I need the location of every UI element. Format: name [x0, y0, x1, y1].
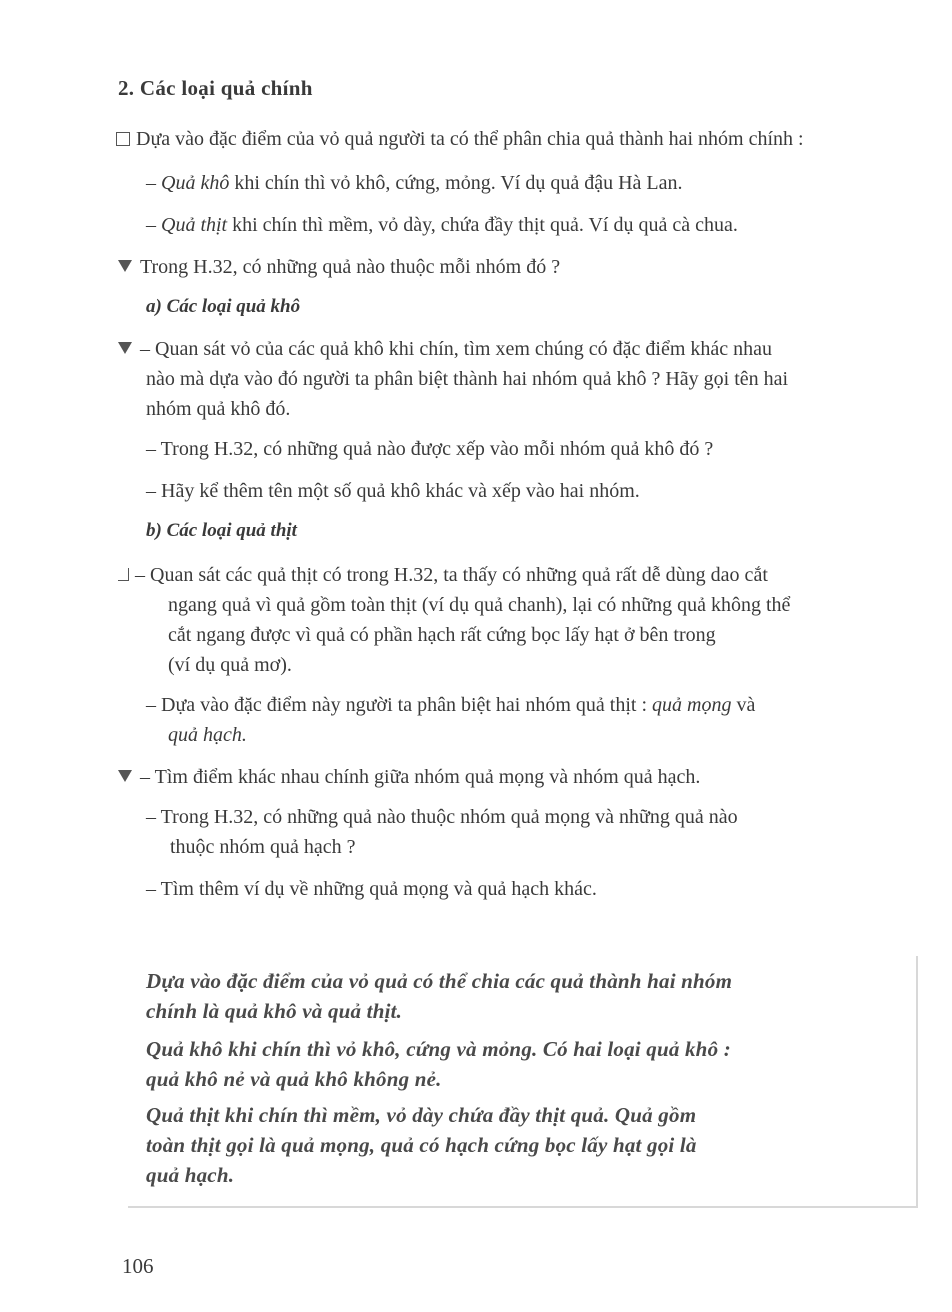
dry-fruit-task-line-2: nào mà dựa vào đó người ta phân biệt thành hai nhóm quả khô ? Hãy gọi tên hai: [146, 368, 789, 390]
summary-line-1: Dựa vào đặc điểm của vỏ quả có thể chia các quả thành hai nhóm: [146, 969, 733, 993]
summary-line-2: chính là quả khô và quả thịt.: [146, 999, 403, 1023]
triangle-bullet-icon: [118, 260, 132, 272]
dry-fruit-definition: – Quả khô khi chín thì vỏ khô, cứng, mỏng. Ví dụ quả đậu Hà Lan.: [146, 172, 683, 194]
triangle-bullet-icon: [118, 770, 132, 782]
section-title: 2. Các loại quả chính: [118, 76, 313, 100]
fleshy-fruit-text: khi chín thì mềm, vỏ dày, chứa đầy thịt quả. Ví dụ quả cà chua.: [227, 214, 738, 236]
fleshy-fruit-term: Quả thịt: [161, 214, 228, 236]
dry-fruit-task-line-1: – Quan sát vỏ của các quả khô khi chín, tìm xem chúng có đặc điểm khác nhau: [118, 334, 772, 364]
fleshy-fruit-task-line-2: ngang quả vì quả gồm toàn thịt (ví dụ quả chanh), lại có những quả không thể: [168, 594, 791, 616]
compare-question-2-line-1: – Trong H.32, có những quả nào thuộc nhóm quả mọng và những quả nào: [146, 806, 738, 828]
intro-text: Dựa vào đặc điểm của vỏ quả người ta có thể phân chia quả thành hai nhóm chính :: [136, 128, 804, 150]
corner-bullet-icon: [118, 568, 129, 581]
compare-question-2-line-2: thuộc nhóm quả hạch ?: [170, 836, 356, 858]
compare-question-1: – Tìm điểm khác nhau chính giữa nhóm quả mọng và nhóm quả hạch.: [118, 762, 700, 792]
fleshy-fruit-task-line-4: (ví dụ quả mơ).: [168, 654, 292, 676]
summary-line-6: toàn thịt gọi là quả mọng, quả có hạch cứng bọc lấy hạt gọi là: [146, 1133, 697, 1157]
question-1: [118, 252, 560, 282]
dry-fruit-term: Quả khô: [161, 172, 230, 194]
fleshy-fruit-task-line-3: cắt ngang được vì quả có phần hạch rất cứng bọc lấy hạt ở bên trong: [168, 624, 716, 646]
compare-question-3: – Tìm thêm ví dụ về những quả mọng và quả hạch khác.: [146, 878, 597, 900]
berry-term: quả mọng: [652, 694, 732, 716]
page-number: 106: [122, 1254, 154, 1278]
summary-line-4: quả khô nẻ và quả khô không nẻ.: [146, 1067, 442, 1091]
question-1-text: Trong H.32, có những quả nào thuộc mỗi nhóm đó ?: [140, 256, 561, 278]
triangle-bullet-icon: [118, 342, 132, 354]
subheading-fleshy-fruits: b) Các loại quả thịt: [146, 520, 297, 541]
drupe-term: quả hạch.: [168, 724, 247, 746]
dry-fruit-text: khi chín thì vỏ khô, cứng, mỏng. Ví dụ quả đậu Hà Lan.: [229, 172, 683, 194]
fleshy-fruit-groups-line-1: – Dựa vào đặc điểm này người ta phân biệt hai nhóm quả thịt : quả mọng và: [146, 694, 756, 716]
summary-line-3: Quả khô khi chín thì vỏ khô, cứng và mỏng. Có hai loại quả khô :: [146, 1037, 731, 1061]
dry-fruit-task-line-3: nhóm quả khô đó.: [146, 398, 291, 420]
intro-paragraph: [116, 124, 804, 154]
fleshy-fruit-groups-line-2: [168, 720, 247, 750]
fleshy-fruit-definition: – Quả thịt khi chín thì mềm, vỏ dày, chứa đầy thịt quả. Ví dụ quả cà chua.: [146, 214, 738, 236]
dry-fruit-question-3: – Hãy kể thêm tên một số quả khô khác và xếp vào hai nhóm.: [146, 480, 640, 502]
fleshy-fruit-task-line-1: – Quan sát các quả thịt có trong H.32, ta thấy có những quả rất dễ dùng dao cắt: [118, 560, 768, 590]
square-bullet-icon: [116, 132, 130, 146]
summary-line-7: quả hạch.: [146, 1163, 235, 1187]
subheading-dry-fruits: a) Các loại quả khô: [146, 296, 301, 317]
summary-line-5: Quả thịt khi chín thì mềm, vỏ dày chứa đầy thịt quả. Quả gồm: [146, 1103, 697, 1127]
dry-fruit-question-2: – Trong H.32, có những quả nào được xếp vào mỗi nhóm quả khô đó ?: [146, 438, 714, 460]
